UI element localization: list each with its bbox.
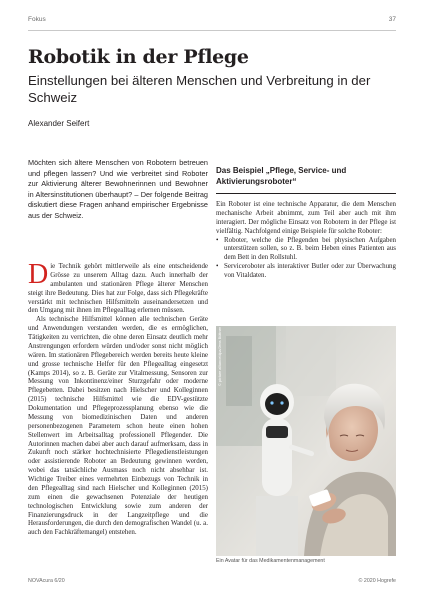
body-paragraph-2: Als technische Hilfsmittel können alle technischen Geräte und Anwendungen verstanden werden, die es ermöglichen, Tätigkeiten zu verrichten, die ohne deren Einsatz deutlich mehr Anstrengungen erfordern würden und/oder sonst nicht möglich wären. Im stationären Pflegebereich werden bereits heute kleine und grosse technische Helfer für den Pflegealltag eingesetzt (Kamps 2014), so z. B. Geräte zur Vitalmessung, Sensoren zur Messung von Inkontinenz/einer Sturzgefahr oder moderne Pflegebetten. Dabei besitzen nach Hielscher und Kolleginnen (2015) technische Hilfsmittel wie die EDV-gestützte Dokumentation und Pflegeprozessplanung ebenso wie die Messung von biomedizinischen Daten und anderen personenbezogenen Parametern schon heute einen hohen Stellenwert im Arbeitsalltag professionell Pflegender. Die Autorinnen machen dabei aber auch darauf aufmerksam, dass in Zukunft noch stärker hochtechnisierte Pflegedienstleistungen oder assistierende Roboter an Bedeutung gewinnen werden, wobei das tatsächliche Ausmass noch nicht absehbar ist. Wichtige Treiber eines vermehrten Einbezugs von Technik in den Pflegealltag sind nach Hielscher und Kolleginnen (2015) zum einen die gewachsenen Potenziale der heutigen technologischen Entwicklung sowie zum anderen der Finanzierungsdruck in der Langzeitpflege und die Herausforderungen, die durch den demografischen Wandel (u. a. auch den Fachkräftemangel) entstehen. bbox=[28, 315, 208, 537]
robot-example-item: • Roboter, welche die Pflegenden bei physischen Aufgaben unterstützen sollen, so z. B. beim Heben eines Patienten aus dem Bett in den Rollstuhl. bbox=[216, 236, 396, 263]
body-paragraph-1 bbox=[28, 259, 208, 315]
article-title: Robotik in der Pflege bbox=[28, 46, 249, 68]
robot-photo bbox=[216, 326, 396, 556]
page-number: 37 bbox=[388, 16, 396, 23]
header-rule bbox=[28, 30, 396, 31]
photo-credit: © picture alliance/dpa/Jens Büttner bbox=[218, 327, 222, 386]
lead-paragraph: Möchten sich ältere Menschen von Robotern betreuen und pflegen lassen? Und wie verbreitet sind Roboter zur Aktivierung älterer Bewohnerinnen und Bewohner in Altersinstitutionen überhaupt? – Der folgende Beitrag diskutiert diese Fragen anhand empirischer Ergebnisse aus der Schweiz. bbox=[28, 158, 208, 220]
robot-examples-list bbox=[216, 236, 396, 280]
sidebar-box-body bbox=[216, 200, 396, 280]
sidebar-box-rule bbox=[216, 193, 396, 194]
section-label: Fokus bbox=[28, 16, 46, 23]
body-paragraph-1-text: ie Technik gehört mittlerweile als eine entscheidende Grösse zu unserem Alltag dazu. Auch innerhalb der ambulanten und stationären Pflege älterer Menschen steigt ihre Bedeutung. Dies hat zur Folge, dass sich Pflegekräfte verstärkt mit technischen Hilfsmitteln auseinandersetzen und den Umgang mit ihnen im Pflegealltag erlernen müssen. bbox=[28, 262, 208, 315]
copyright-footer: © 2020 Hogrefe bbox=[358, 578, 396, 584]
robot-example-item: • Serviceroboter als interaktiver Butler oder zur Überwachung von Vitaldaten. bbox=[216, 262, 396, 280]
journal-footer: NOVAcura 6/20 bbox=[28, 578, 65, 584]
sidebar-box-intro: Ein Roboter ist eine technische Apparatur, die dem Menschen mechanische Arbeit abnimmt, zum Teil aber auch mit ihm interagiert. Der mögliche Einsatz von Robotern in der Pflege ist vielfältig. Nachfolgend einige Beispiele für solche Roboter: bbox=[216, 200, 396, 235]
figure-caption: Ein Avatar für das Medikamentenmanagement bbox=[216, 558, 325, 564]
drop-cap: D bbox=[28, 259, 49, 290]
sidebar-box-title: Das Beispiel „Pflege, Service- und Aktivierungsroboter“ bbox=[216, 166, 347, 186]
author-name: Alexander Seifert bbox=[28, 119, 90, 128]
photo-illustration bbox=[216, 326, 396, 556]
body-text bbox=[28, 259, 208, 537]
article-subtitle: Einstellungen bei älteren Menschen und Verbreitung in der Schweiz bbox=[28, 73, 371, 105]
